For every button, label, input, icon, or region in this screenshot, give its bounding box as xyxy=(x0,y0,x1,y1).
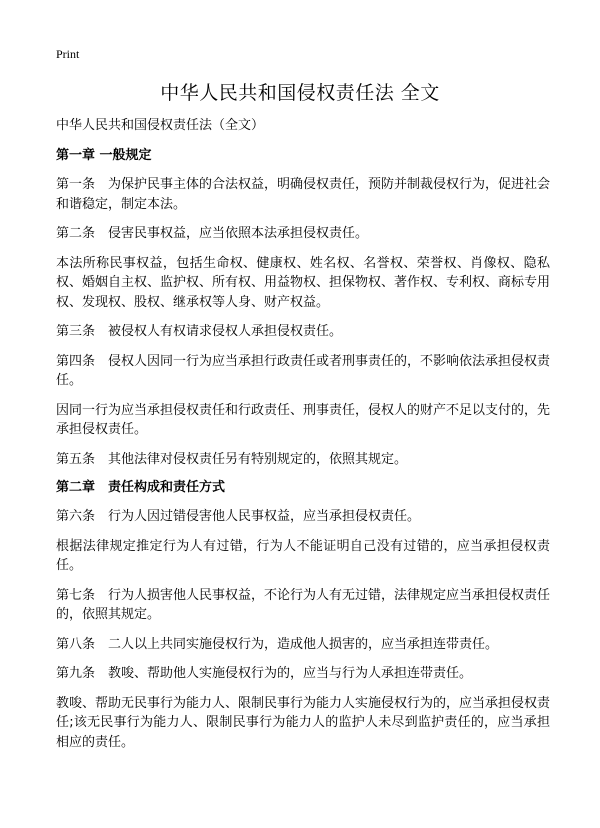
chapter-1 xyxy=(56,147,550,469)
article-paragraph: 第二条 侵害民事权益，应当依照本法承担侵权责任。 xyxy=(56,226,369,241)
article-paragraph: 第八条 二人以上共同实施侵权行为，造成他人损害的，应当承担连带责任。 xyxy=(56,636,499,652)
article-paragraph: 第一条 为保护民事主体的合法权益，明确侵权责任，预防并制裁侵权行为，促进社会和谐稳定，制定本法。 xyxy=(56,177,551,212)
article-paragraph: 本法所称民事权益，包括生命权、健康权、姓名权、名誉权、荣誉权、肖像权、隐私权、婚姻自主权、监护权、所有权、用益物权、担保物权、著作权、专利权、商标专用权、发现权、股权、继承权等人身、财产权益。 xyxy=(56,255,551,310)
article-paragraph: 因同一行为应当承担侵权责任和行政责任、刑事责任，侵权人的财产不足以支付的，先承担侵权责任。 xyxy=(56,402,551,437)
article-paragraph: 第三条 被侵权人有权请求侵权人承担侵权责任。 xyxy=(56,324,343,339)
article-paragraph: 第四条 侵权人因同一行为应当承担行政责任或者刑事责任的，不影响依法承担侵权责任。 xyxy=(56,353,551,388)
chapter-2 xyxy=(56,479,550,752)
article-paragraph: 第七条 行为人损害他人民事权益，不论行为人有无过错，法律规定应当承担侵权责任的，依照其规定。 xyxy=(56,587,551,622)
article-paragraph: 根据法律规定推定行为人有过错，行为人不能证明自己没有过错的，应当承担侵权责任。 xyxy=(56,538,550,573)
print-link[interactable]: Print xyxy=(56,47,80,61)
document-subtitle: 中华人民共和国侵权责任法（全文） xyxy=(56,118,265,133)
article-paragraph: 第九条 教唆、帮助他人实施侵权行为的，应当与行为人承担连带责任。 xyxy=(56,666,473,681)
document-body xyxy=(56,117,550,762)
article-paragraph: 第五条 其他法律对侵权责任另有特别规定的，依照其规定。 xyxy=(56,451,408,467)
chapter-heading: 第二章 责任构成和责任方式 xyxy=(56,480,226,495)
article-paragraph: 教唆、帮助无民事行为能力人、限制民事行为能力人实施侵权行为的，应当承担侵权责任;该无民事行为能力人、限制民事行为能力人的监护人未尽到监护责任的，应当承担相应的责任。 xyxy=(56,695,551,750)
article-paragraph: 第六条 行为人因过错侵害他人民事权益，应当承担侵权责任。 xyxy=(56,509,421,524)
chapter-heading: 第一章 一般规定 xyxy=(56,148,152,163)
page-title: 中华人民共和国侵权责任法 全文 xyxy=(160,82,440,104)
